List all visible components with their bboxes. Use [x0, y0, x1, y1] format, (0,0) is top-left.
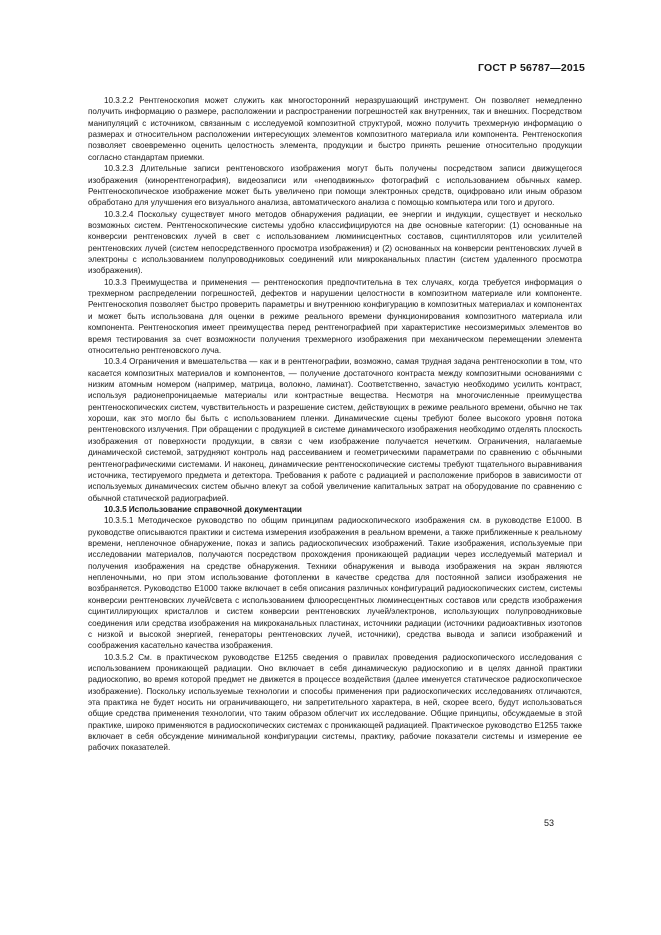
- paragraph-10-3-4: 10.3.4 Ограничения и вмешательства — как и в рентгенографии, возможно, самая трудная задача рентгеноскопии в том, что касается композитных материалов и компонентов, — получение достаточного контраста между композитными основаниями с низким атомным номером (например, матрица, волокно, ламинат). Соответственно, зачастую необходимо усилить контраст, используя радионепроницаемые материалы или контрастные вещества. Несмотря на многочисленные преимущества рентгеноскопических систем, чувствительность и разрешение систем, действующих в режиме реального времени, обычно не так хороши, как это могло бы быть с использованием пленки. Динамические сцены требуют более высокого уровня потока рентгеновского излучения. При обращении с продукцией в системе динамического изображения необходимо отделять плоскость изображения от поверхности продукции, в связи с чем изображение получается нечетким. Ограничения, налагаемые динамической системой, затрудняют контроль над рассеиванием и геометрическими параметрами по сравнению с обычными рентгенографическими системами. И наконец, динамические рентгеноскопические системы требуют тщательного выравнивания источника, тестируемого предмета и детектора. Требования к работе с радиацией и расположение приборов в зависимости от используемых динамических систем обычно влекут за собой увеличение капитальных затрат на оборудование по сравнению с обычной статической радиографией.: [88, 357, 582, 503]
- paragraph-10-3-2-2: 10.3.2.2 Рентгеноскопия может служить как многосторонний неразрушающий инструмент. Он позволяет немедленно получить информацию о размере, расположении и распространении погрешностей как внутренних, так и внешних. Посредством манипуляций с источником, связанным с исследуемой композитной структурой, можно получить трехмерную информацию о размерах и относительном расположении интересующих элементов композитного материала или компонента. Рентгеноскопия позволяет своевременно оценить целостность элемента, продукции и быстро принять решение относительно продукции согласно стандартам приемки.: [88, 96, 582, 162]
- document-body: [88, 95, 582, 754]
- paragraph-10-3-2-3: 10.3.2.3 Длительные записи рентгеновского изображения могут быть получены посредством записи движущегося изображения (кинорентгенография), видеозаписи или «неподвижных» фотографий с использованием обычных камер. Рентгеноскопическое изображение может быть увеличено при помощи электронных средств, оцифровано или иным образом обработано для улучшения его визуального анализа, автоматического анализа с помощью компьютера или того и другого.: [88, 164, 582, 208]
- paragraph-10-3-5-1: 10.3.5.1 Методическое руководство по общим принципам радиоскопического изображения см. в руководстве E1000. В руководстве описываются практики и система измерения изображения в реальном времени, а также приближенные к реальному времени, непленочное обнаружение, показ и запись радиоскопических изображений. Такие изображения, используемые при исследовании материалов, получаются посредством прохождения проникающей радиации через исследуемый материал и получения изображения на средстве обнаружения. Техники обнаружения и вывода изображения на экран являются непленочными, но при этом использование фотопленки в качестве средства для постоянной записи изображения не возбраняется. Руководство E1000 также включает в себя описания различных конфигураций радиоскопических систем, системы конверсии рентгеновских лучей/света с использованием флюоресцентных люминесцентных составов или средств изображения сцинтиллирующих кристаллов и систем конверсии рентгеновских лучей/электронов, использующих полупроводниковые соединения или средства изображения на микроканальных пластинах, источники радиации (источники радиоактивных изотопов с низкой и высокой энергией, генераторы рентгеновских лучей, источники), средства вывода и записи изображений и соображения касательно качества изображения.: [88, 516, 582, 651]
- section-heading-10-3-5: 10.3.5 Использование справочной документации: [104, 504, 302, 514]
- paragraph-10-3-2-4: 10.3.2.4 Поскольку существует много методов обнаружения радиации, ее энергии и индукции, существует и несколько возможных систем. Рентгеноскопические системы удобно классифицируются на две основные категории: (1) основанные на конверсии рентгеновских лучей в свет с использованием люминисцентных составов, сцинтилляторов или усилителей рентгеновских лучей (систем непосредственного просмотра изображения) и (2) основанных на конверсии рентгеновских лучей в электроны с использованием полупроводниковых соединений или микроканальных пластин (систем удаленного просмотра изображения).: [88, 209, 582, 276]
- paragraph-10-3-3: 10.3.3 Преимущества и применения — рентгеноскопия предпочтительна в тех случаях, когда требуется информация о трехмерном распределении погрешностей, дефектов и нарушении целостности в композитном материале или компоненте. Рентгеноскопия позволяет быстро проверить параметры и внутреннюю конфигурацию в композитных материалах и компонентах и может быть использована для оценки в режиме реального времени функционирования композитного материала или компонента. Рентгеноскопия имеет преимущества перед рентгенографией при характеристике несоизмеримых элементов во время тестирования за счет возможности получения трехмерного изображения при механическом перемещении элемента относительно рентгеновского луча.: [88, 277, 582, 355]
- document-id: ГОСТ Р 56787—2015: [477, 62, 585, 74]
- page-number: 53: [543, 818, 554, 828]
- paragraph-10-3-5-2: 10.3.5.2 См. в практическом руководстве E1255 сведения о правилах проведения радиоскопического исследования с использованием проникающей радиации. Оно включает в себя динамическую радиоскопию и в целях данной практики радиоскопию, во время которой предмет не движется в процессе воздействия (далее именуется статическое радиоскопическое изображение). Поскольку используемые технологии и способы применения при радиоскопических исследованиях отличаются, эта практика не будет носить ни ограничивающего, ни запретительного характера, в ней, скорее всего, будут использоваться общие средства применения технологии, что таким образом облегчит их исследование. Общие принципы, обсуждаемые в этой практике, широко применяются в радиоскопических системах с проникающей радиацией. Практическое руководство E1255 также включает в себя обсуждение минимальной конфигурации системы, практику, рабочие показатели системы и измерение ее рабочих показателей.: [88, 652, 582, 753]
